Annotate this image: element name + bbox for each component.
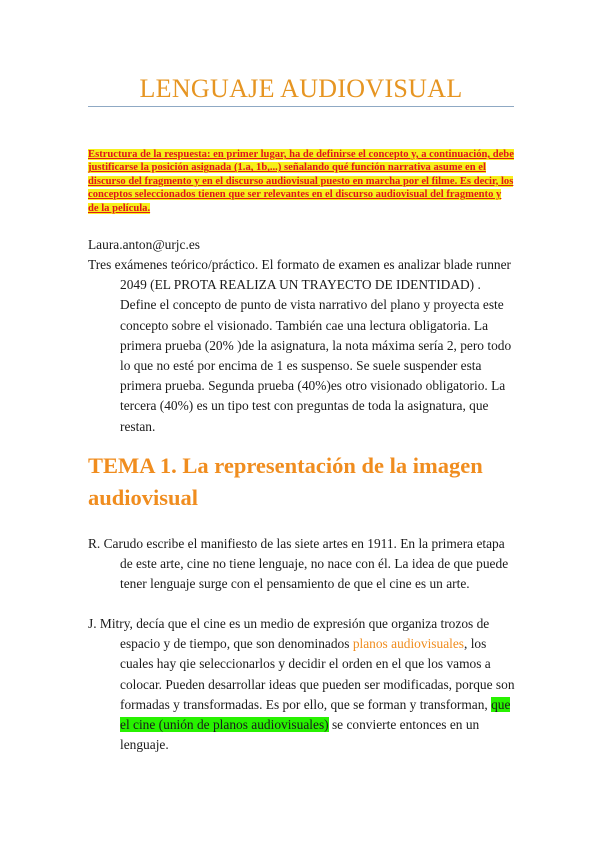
answer-structure-instructions [88,148,514,215]
contact-email: Laura.anton@urjc.es [88,237,200,252]
mitry-paragraph [88,614,518,755]
mitry-text-part-3: se convierte entonces en un lenguaje. [120,717,480,753]
exams-paragraph: Tres exámenes teórico/práctico. El formato de examen es analizar blade runner 2049 (EL PROTA REALIZA UN TRAYECTO DE IDENTIDAD) . Define el concepto de punto de vista narrativo del plano y proyecta este concepto sobre el visionado. También cae una lectura obligatoria. La primera prueba (20% )de la asignatura, la nota máxima sería 2, pero todo lo que no esté por encima de 1 es suspenso. Se suele suspender esta primera prueba. Segunda prueba (40%)es otro visionado obligatorio. La tercera (40%) es un tipo test con preguntas de toda la asignatura, que restan. [88,257,512,434]
carudo-paragraph: R. Carudo escribe el manifiesto de las siete artes en 1911. En la primera etapa de este arte, cine no tiene lenguaje, no nace con él. La idea de que puede tener lenguaje surge con el pensamiento de que el cine es un arte. [88,536,509,592]
instructions-highlight: Estructura de la respuesta: en primer lugar, ha de definirse el concepto y, a continuación, debe justificarse la posición asignada (1.a, 1b,...) señalando qué función narrativa asume en el discurso del fragmento y en el discurso audiovisual puesto en marcha por el filme. Es decir, los conceptos seleccionados tienen que ser relevantes en el discurso audiovisual del fragmento y de la película. [88,149,514,214]
document-title: LENGUAJE AUDIOVISUAL [139,74,463,103]
title-underline-rule [88,106,514,107]
mitry-text-part-1: J. Mitry, decía que el cine es un medio de expresión que organiza trozos de espacio y de tiempo, que son denominados [88,616,490,652]
mitry-text-part-2: , los cuales hay qie seleccionarlos y decidir el orden en el que los vamos a colocar. Pueden desarrollar ideas que pueden ser modificadas, porque son formadas y transformadas. Es por ello, que se forman y transforman, [120,636,515,712]
planos-audiovisuales-term: planos audiovisuales [352,636,465,652]
cine-lenguaje-highlight: que el cine (unión de planos audiovisuales) [120,696,511,733]
section-heading: TEMA 1. La representación de la imagen audiovisual [88,453,483,510]
